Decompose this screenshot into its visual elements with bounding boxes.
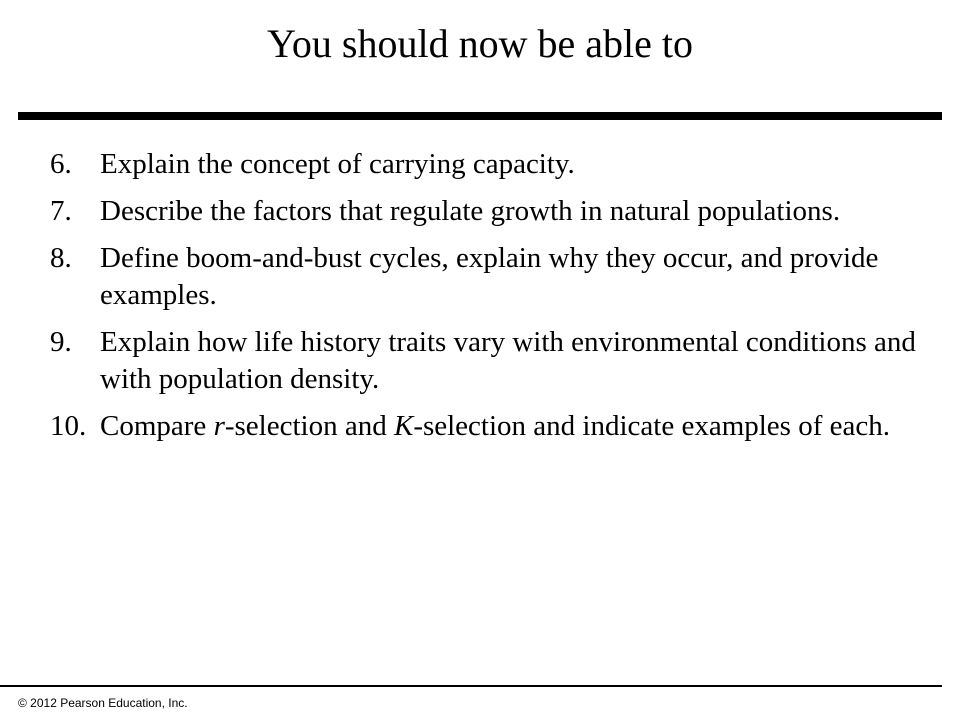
objective-text-part: Compare: [100, 410, 214, 442]
objective-text: Define boom-and-bust cycles, explain why they occur, and provide examples.: [100, 242, 879, 311]
objective-text-part: -selection and indicate examples of each.: [413, 410, 890, 442]
objectives-list: [50, 146, 930, 455]
footer-divider: [0, 685, 942, 687]
objective-item: [50, 324, 930, 398]
objective-number: 6.: [50, 148, 72, 180]
objective-item: [50, 193, 930, 230]
objective-number: 7.: [50, 195, 72, 227]
objective-text-part: -selection and: [224, 410, 394, 442]
objective-text: Explain the concept of carrying capacity.: [100, 148, 575, 180]
objective-text: Explain how life history traits vary with environmental conditions and with population density.: [100, 326, 916, 395]
copyright-notice: © 2012 Pearson Education, Inc.: [18, 696, 188, 710]
objective-item: [50, 240, 930, 314]
objective-item: [50, 146, 930, 183]
title-divider: [18, 112, 942, 120]
slide-title: You should now be able to: [267, 21, 693, 66]
objective-number: 8.: [50, 242, 72, 274]
objective-item: [50, 408, 930, 445]
objective-number: 10.: [50, 410, 87, 442]
k-selection-symbol: K: [393, 410, 414, 442]
r-selection-symbol: r: [213, 410, 225, 442]
objective-text: Describe the factors that regulate growth in natural populations.: [100, 195, 841, 227]
objective-text: [100, 408, 930, 445]
objective-number: 9.: [50, 326, 72, 358]
